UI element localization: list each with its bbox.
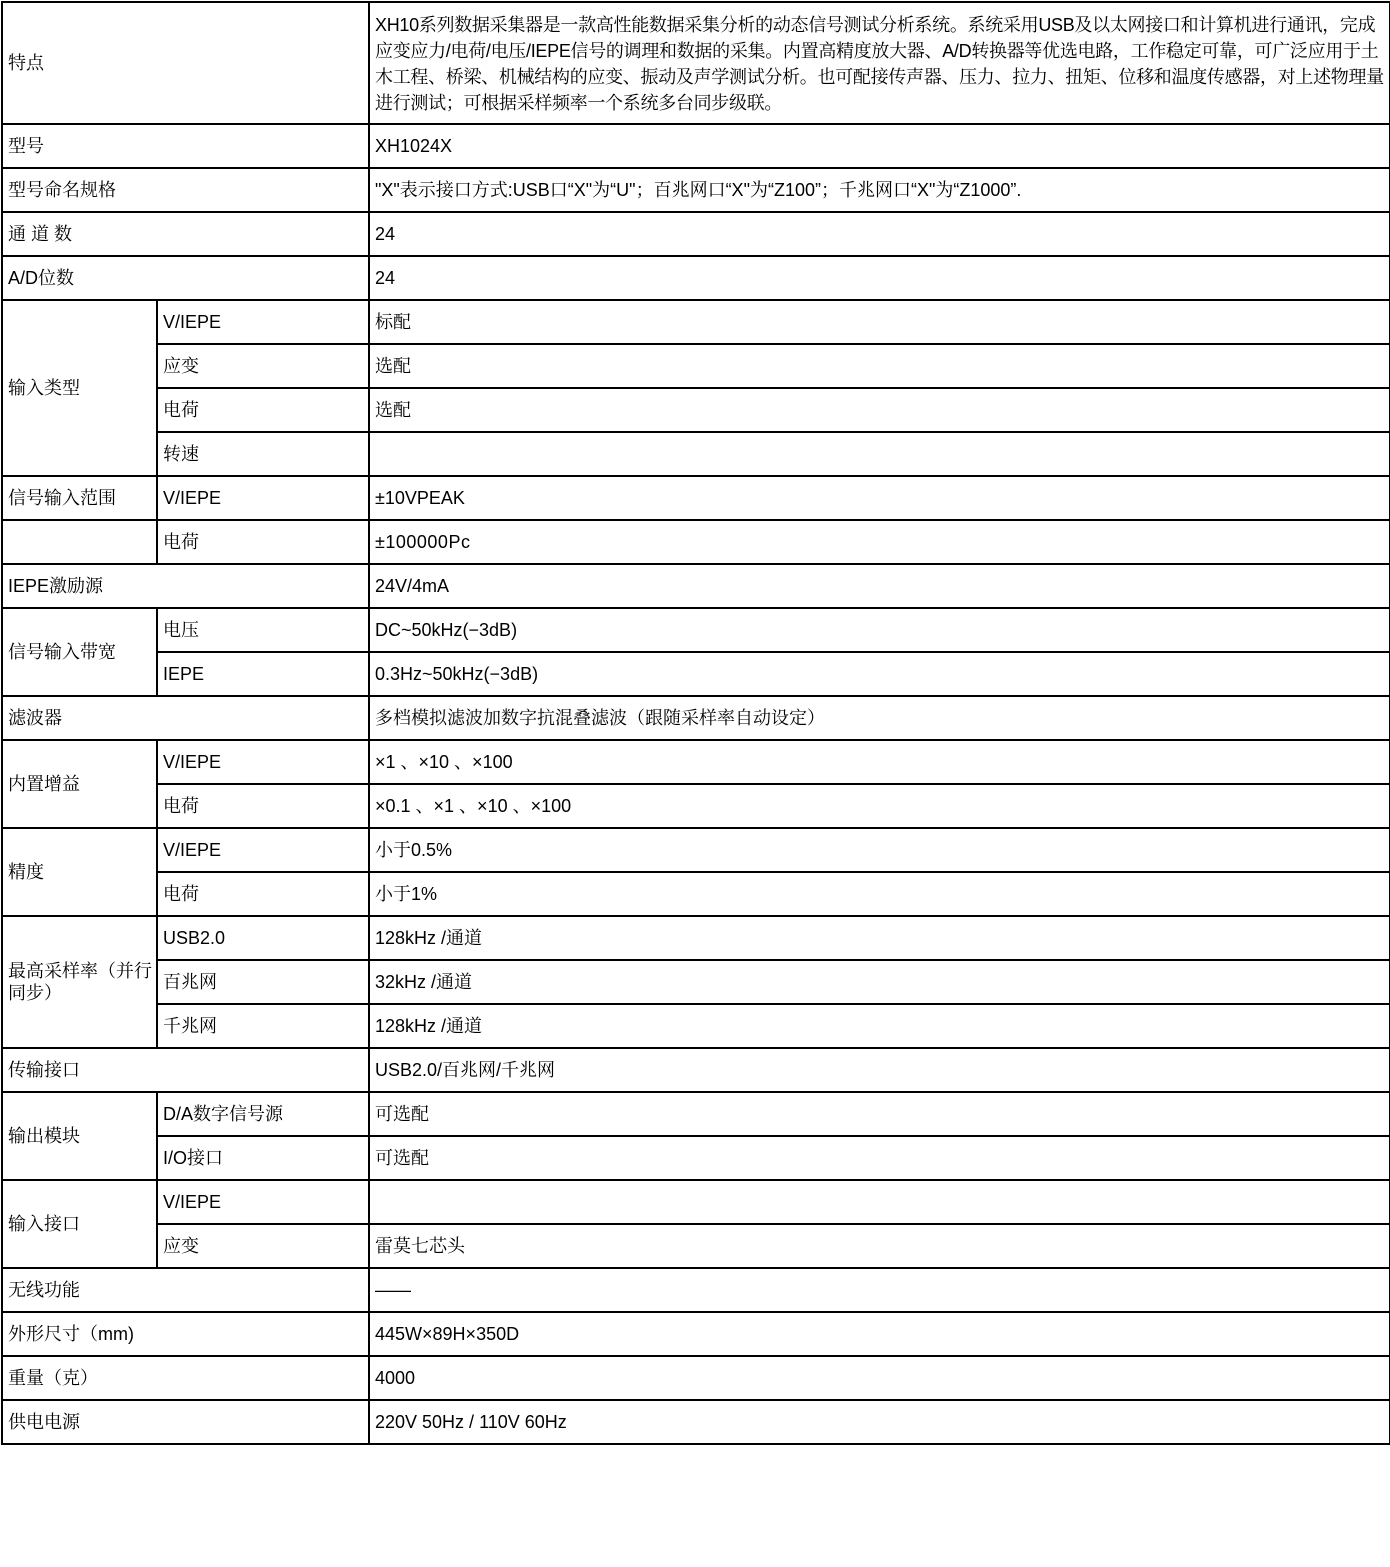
sub-label: 百兆网 bbox=[157, 960, 369, 1004]
row-value: ×0.1 、×1 、×10 、×100 bbox=[369, 784, 1390, 828]
table-row-sample-rate bbox=[2, 1004, 1390, 1048]
row-label: IEPE激励源 bbox=[2, 564, 369, 608]
row-label: 型号 bbox=[2, 124, 369, 168]
row-label: 型号命名规格 bbox=[2, 168, 369, 212]
group-label: 信号输入带宽 bbox=[2, 608, 157, 696]
row-label: 供电电源 bbox=[2, 1400, 369, 1444]
row-label: 无线功能 bbox=[2, 1268, 369, 1312]
table-row-wireless bbox=[2, 1268, 1390, 1312]
row-value: 选配 bbox=[369, 388, 1390, 432]
sub-label: V/IEPE bbox=[157, 300, 369, 344]
row-label: 重量（克） bbox=[2, 1356, 369, 1400]
table-row-signal-range bbox=[2, 520, 1390, 564]
table-row-bandwidth bbox=[2, 608, 1390, 652]
row-value: ±10VPEAK bbox=[369, 476, 1390, 520]
table-row-signal-range bbox=[2, 476, 1390, 520]
row-value: 220V 50Hz / 110V 60Hz bbox=[369, 1400, 1390, 1444]
row-value: DC~50kHz(−3dB) bbox=[369, 608, 1390, 652]
sub-label: 应变 bbox=[157, 344, 369, 388]
row-value: 标配 bbox=[369, 300, 1390, 344]
table-row-channels bbox=[2, 212, 1390, 256]
sub-label: 电压 bbox=[157, 608, 369, 652]
row-value: "X"表示接口方式:USB口“X"为“U"；百兆网口“X"为“Z100”；千兆网口“X"为“Z1000”. bbox=[369, 168, 1390, 212]
table-row-input-type bbox=[2, 344, 1390, 388]
row-value: USB2.0/百兆网/千兆网 bbox=[369, 1048, 1390, 1092]
table-row-sample-rate bbox=[2, 916, 1390, 960]
row-value: 多档模拟滤波加数字抗混叠滤波（跟随采样率自动设定） bbox=[369, 696, 1390, 740]
row-value: 选配 bbox=[369, 344, 1390, 388]
sub-label: V/IEPE bbox=[157, 740, 369, 784]
row-value: 128kHz /通道 bbox=[369, 916, 1390, 960]
row-value: 小于0.5% bbox=[369, 828, 1390, 872]
table-row-output-module bbox=[2, 1092, 1390, 1136]
row-value: 雷莫七芯头 bbox=[369, 1224, 1390, 1268]
table-row-weight bbox=[2, 1356, 1390, 1400]
table-row-input-type bbox=[2, 432, 1390, 476]
row-value bbox=[369, 1180, 1390, 1224]
row-value: ×1 、×10 、×100 bbox=[369, 740, 1390, 784]
table-row-power bbox=[2, 1400, 1390, 1444]
group-label: 输入类型 bbox=[2, 300, 157, 476]
table-row-input-interface bbox=[2, 1180, 1390, 1224]
sub-label: I/O接口 bbox=[157, 1136, 369, 1180]
row-label: 滤波器 bbox=[2, 696, 369, 740]
empty-cell bbox=[2, 520, 157, 564]
row-value: 可选配 bbox=[369, 1092, 1390, 1136]
table-row-model bbox=[2, 124, 1390, 168]
sub-label: 转速 bbox=[157, 432, 369, 476]
table-row-input-type bbox=[2, 388, 1390, 432]
row-label: A/D位数 bbox=[2, 256, 369, 300]
sub-label: V/IEPE bbox=[157, 476, 369, 520]
row-label: 特点 bbox=[2, 2, 369, 124]
group-label: 输入接口 bbox=[2, 1180, 157, 1268]
sub-label: 电荷 bbox=[157, 388, 369, 432]
row-value: 小于1% bbox=[369, 872, 1390, 916]
row-label: 通 道 数 bbox=[2, 212, 369, 256]
row-value: 32kHz /通道 bbox=[369, 960, 1390, 1004]
group-label: 输出模块 bbox=[2, 1092, 157, 1180]
sub-label: IEPE bbox=[157, 652, 369, 696]
row-value: —— bbox=[369, 1268, 1390, 1312]
row-label: 传输接口 bbox=[2, 1048, 369, 1092]
sub-label: 应变 bbox=[157, 1224, 369, 1268]
table-row-naming bbox=[2, 168, 1390, 212]
sub-label: 电荷 bbox=[157, 872, 369, 916]
row-value: 24 bbox=[369, 256, 1390, 300]
table-row-iepe-source bbox=[2, 564, 1390, 608]
group-label: 最高采样率（并行同步） bbox=[2, 916, 157, 1048]
sub-label: V/IEPE bbox=[157, 828, 369, 872]
sub-label: 电荷 bbox=[157, 784, 369, 828]
table-row-accuracy bbox=[2, 828, 1390, 872]
sub-label: USB2.0 bbox=[157, 916, 369, 960]
sub-label: D/A数字信号源 bbox=[157, 1092, 369, 1136]
group-label: 精度 bbox=[2, 828, 157, 916]
row-value: ±100000Pc bbox=[369, 520, 1390, 564]
row-value: 445W×89H×350D bbox=[369, 1312, 1390, 1356]
table-row-accuracy bbox=[2, 872, 1390, 916]
row-value: 128kHz /通道 bbox=[369, 1004, 1390, 1048]
table-row-transfer bbox=[2, 1048, 1390, 1092]
row-value: 24V/4mA bbox=[369, 564, 1390, 608]
table-row-dimensions bbox=[2, 1312, 1390, 1356]
table-row-bandwidth bbox=[2, 652, 1390, 696]
table-row-input-type bbox=[2, 300, 1390, 344]
table-row-input-interface bbox=[2, 1224, 1390, 1268]
row-value: 4000 bbox=[369, 1356, 1390, 1400]
table-row-features bbox=[2, 2, 1390, 124]
spec-table bbox=[1, 1, 1390, 1445]
row-value: XH10系列数据采集器是一款高性能数据采集分析的动态信号测试分析系统。系统采用USB及以太网接口和计算机进行通讯，完成应变应力/电荷/电压/IEPE信号的调理和数据的采集。内置高精度放大器、A/D转换器等优选电路，工作稳定可靠，可广泛应用于土木工程、桥梁、机械结构的应变、振动及声学测试分析。也可配接传声器、压力、拉力、扭矩、位移和温度传感器，对上述物理量进行测试；可根据采样频率一个系统多台同步级联。 bbox=[369, 2, 1390, 124]
table-row-filter bbox=[2, 696, 1390, 740]
group-label: 信号输入范围 bbox=[2, 476, 157, 520]
sub-label: 千兆网 bbox=[157, 1004, 369, 1048]
table-row-gain bbox=[2, 740, 1390, 784]
table-row-output-module bbox=[2, 1136, 1390, 1180]
row-label: 外形尺寸（mm) bbox=[2, 1312, 369, 1356]
sub-label: V/IEPE bbox=[157, 1180, 369, 1224]
row-value: 0.3Hz~50kHz(−3dB) bbox=[369, 652, 1390, 696]
row-value: XH1024X bbox=[369, 124, 1390, 168]
row-value: 24 bbox=[369, 212, 1390, 256]
row-value bbox=[369, 432, 1390, 476]
group-label: 内置增益 bbox=[2, 740, 157, 828]
sub-label: 电荷 bbox=[157, 520, 369, 564]
table-row-sample-rate bbox=[2, 960, 1390, 1004]
table-row-gain bbox=[2, 784, 1390, 828]
row-value: 可选配 bbox=[369, 1136, 1390, 1180]
table-row-ad-bits bbox=[2, 256, 1390, 300]
